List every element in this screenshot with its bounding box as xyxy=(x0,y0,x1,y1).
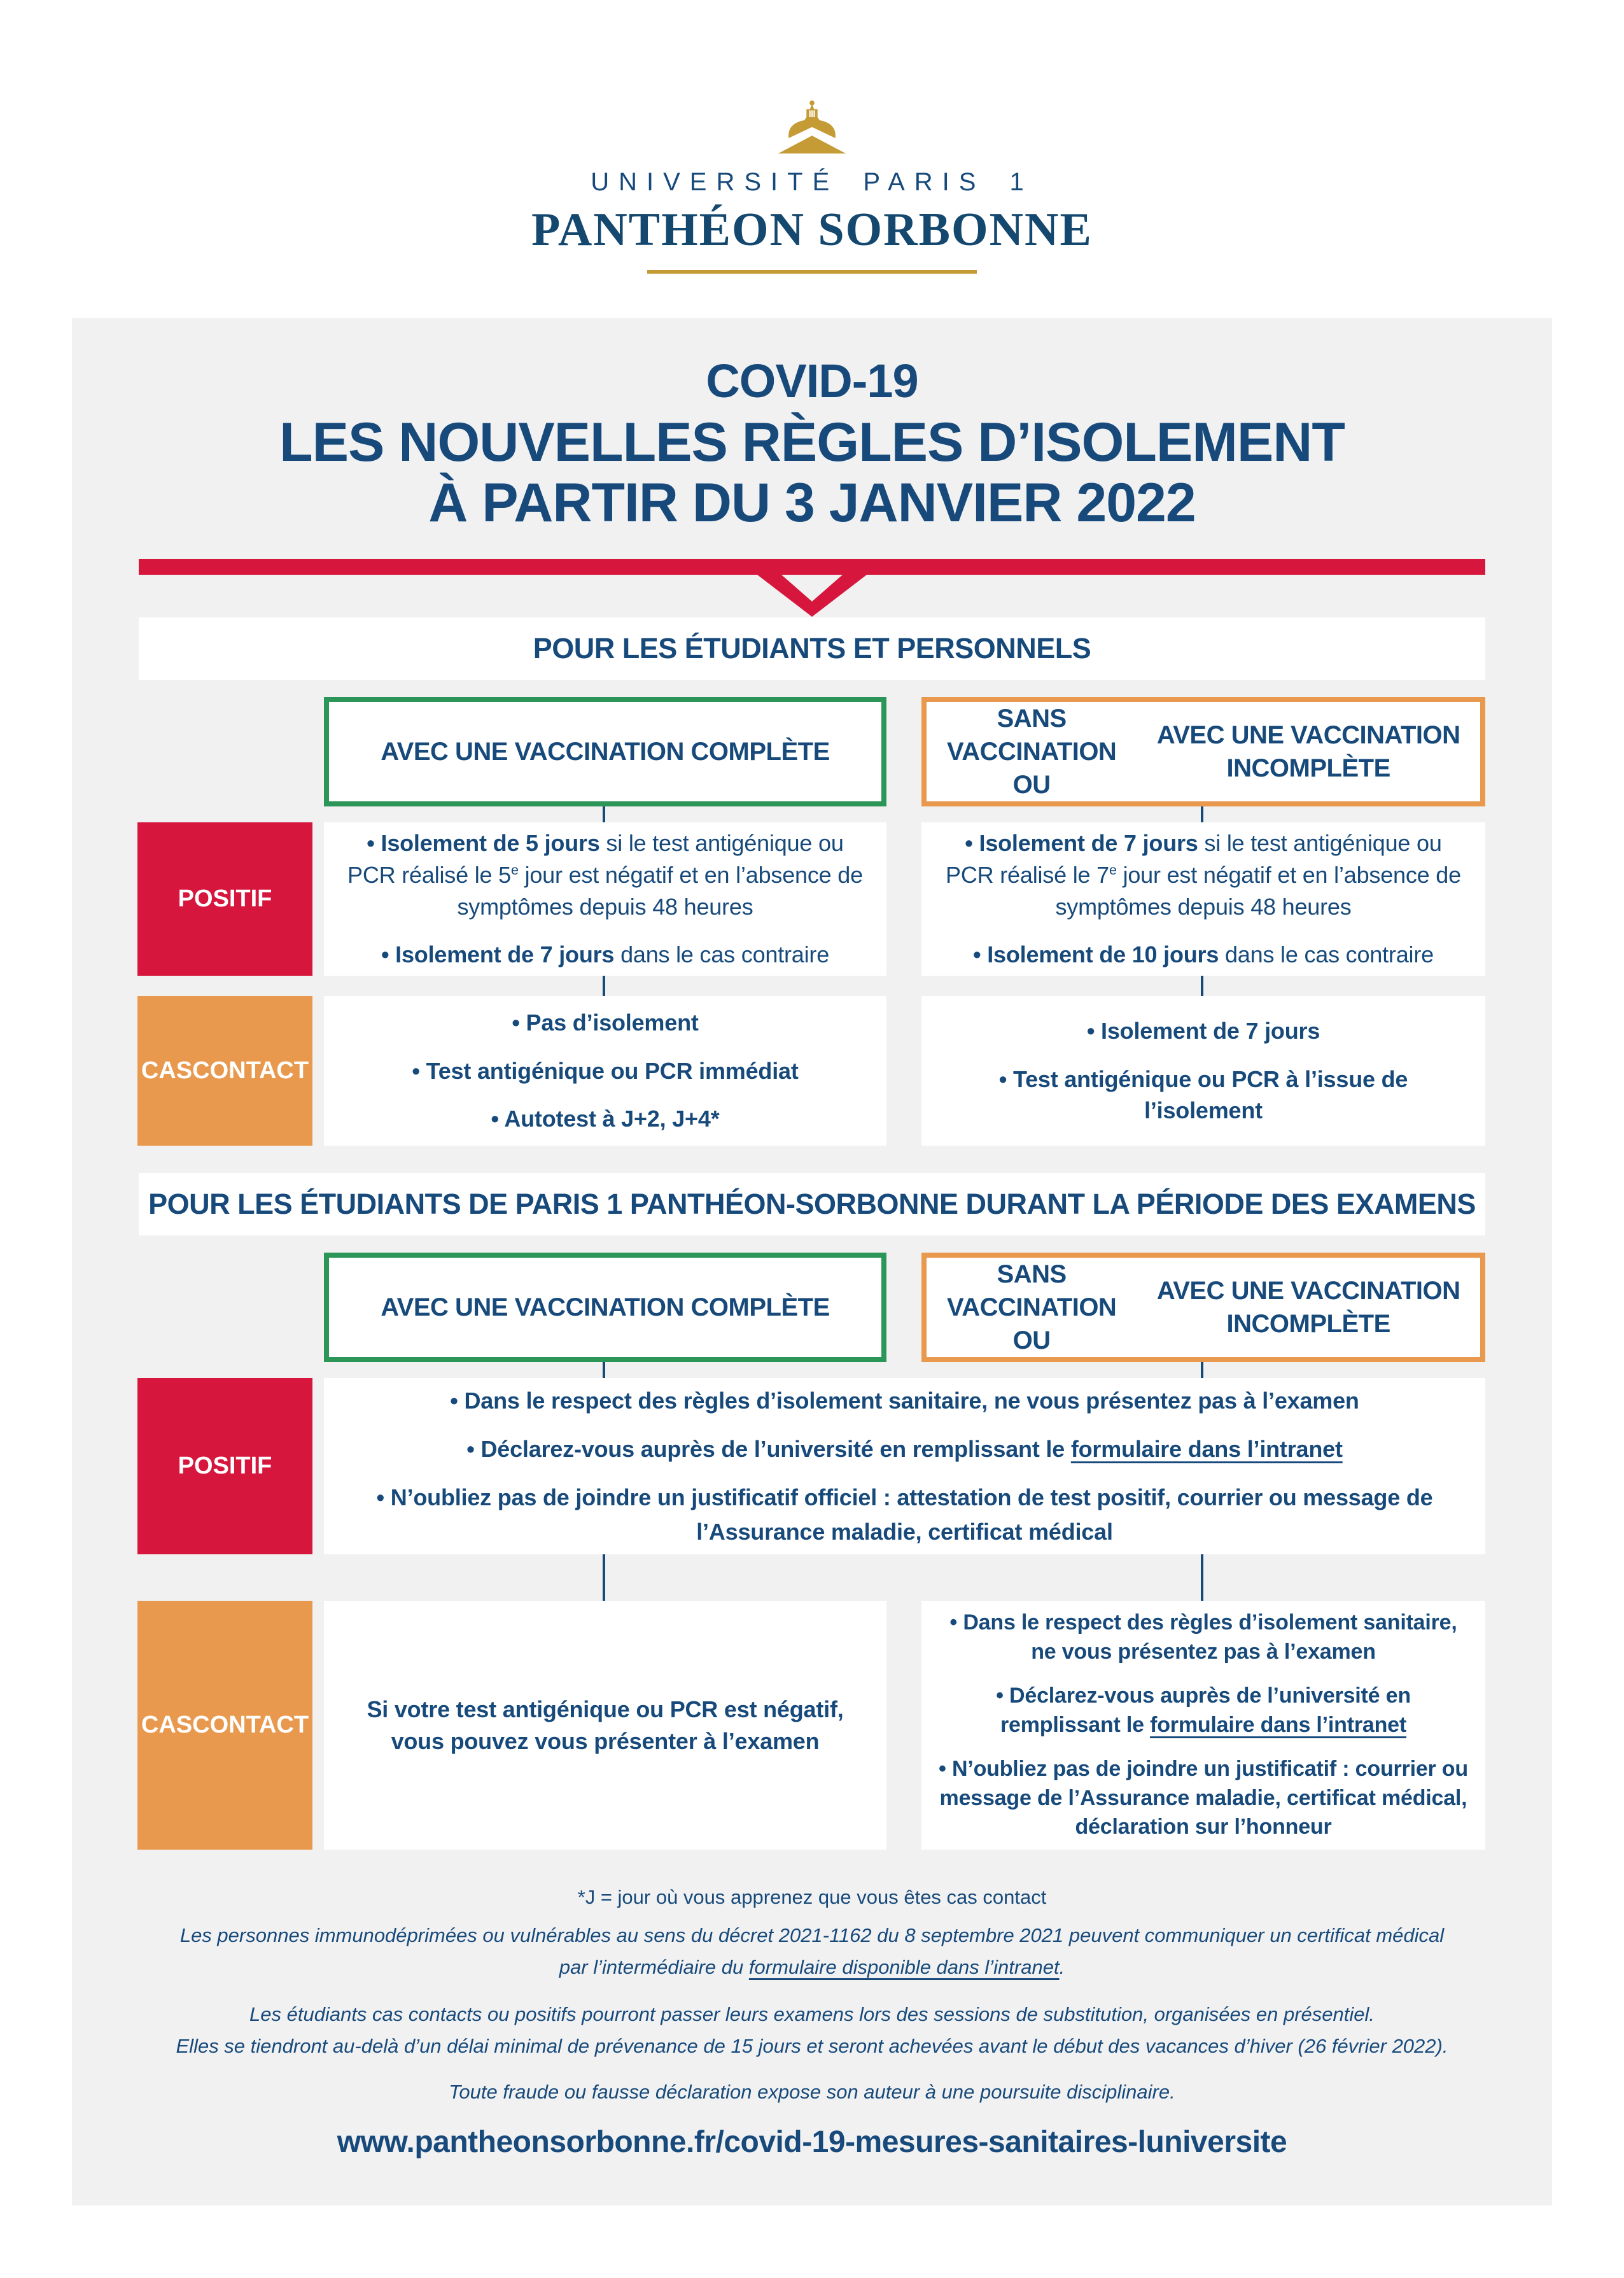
bullet-dot: • xyxy=(998,1065,1013,1092)
text-segment: Toute fraude ou fausse déclaration expose son auteur à une poursuite disciplinaire. xyxy=(449,2081,1175,2103)
bullet-item xyxy=(973,939,1434,971)
section1-title-band: POUR LES ÉTUDIANTS ET PERSONNELS xyxy=(139,617,1485,680)
text-segment: si le test antigénique ou PCR réalisé le 7 xyxy=(946,830,1442,888)
connector-line xyxy=(1201,806,1203,824)
main-title-line1: LES NOUVELLES RÈGLES D’ISOLEMENT xyxy=(279,412,1345,473)
row-label-positif-2 xyxy=(137,1378,312,1554)
text-segment: Isolement de 7 jours xyxy=(1101,1017,1320,1044)
text-line: AVEC UNE VACCINATION COMPLÈTE xyxy=(381,1293,830,1321)
text-segment: Isolement de 7 jours xyxy=(395,941,615,968)
text-segment: dans le cas contraire xyxy=(614,941,830,968)
bullet-item xyxy=(491,1103,719,1135)
intranet-form-available-link[interactable]: formulaire disponible dans l’intranet xyxy=(748,1956,1060,1979)
bullet-dot: • xyxy=(512,1009,526,1036)
connector-line xyxy=(603,1362,605,1379)
text-segment: Isolement de 7 jours xyxy=(979,830,1198,857)
red-divider xyxy=(139,559,1485,575)
text-segment: Autotest à J+2, J+4* xyxy=(504,1106,720,1132)
university-logo xyxy=(0,99,1624,274)
text-line: AVEC UNE VACCINATION INCOMPLÈTE xyxy=(1156,1277,1460,1338)
text-segment: . xyxy=(1059,1956,1065,1979)
footnote-sessions-substitution xyxy=(139,1999,1485,2062)
text-segment: Dans le respect des règles d’isolement sanitaire, ne vous présentez pas à l’examen xyxy=(464,1387,1359,1414)
bullet-dot: • xyxy=(1086,1017,1102,1044)
bullet-dot: • xyxy=(949,1610,963,1635)
bullet-dot: • xyxy=(973,941,988,968)
bullet-item xyxy=(1087,1015,1320,1047)
bullet-item xyxy=(466,1432,1342,1466)
section2-column-unvaccinated xyxy=(921,1253,1485,1362)
text-segment: e xyxy=(510,861,519,878)
connector-line xyxy=(603,976,605,997)
footer-url-link[interactable]: www.pantheonsorbonne.fr/covid-19-mesures-sanitaires-luniversite xyxy=(337,2125,1287,2159)
section2-title-band: POUR LES ÉTUDIANTS DE PARIS 1 PANTHÉON-SORBONNE DURANT LA PÉRIODE DES EXAMENS xyxy=(139,1173,1485,1235)
main-title xyxy=(139,412,1485,533)
bullet-dot: • xyxy=(450,1387,465,1414)
row-label-cas-contact-2 xyxy=(137,1601,312,1850)
text-segment: si le test antigénique ou PCR réalisé le 5 xyxy=(347,830,844,888)
cell-cas-contact-vaccinated xyxy=(324,996,886,1146)
bullet-dot: • xyxy=(466,1435,481,1462)
bullet-item xyxy=(935,1755,1471,1842)
bullet-item xyxy=(941,1064,1466,1127)
connector-line xyxy=(603,1554,605,1602)
logo-university-line: UNIVERSITÉ PARIS 1 xyxy=(591,168,1033,196)
text-segment: Si votre test antigénique ou PCR est négatif, vous pouvez vous présenter à l’examen xyxy=(367,1696,844,1754)
bullet-item xyxy=(512,1007,698,1039)
text-segment: e xyxy=(1109,861,1117,878)
text-line: SANS VACCINATION OU xyxy=(946,705,1117,799)
text-line: CONTACT xyxy=(192,1057,309,1084)
cell-positif-exams xyxy=(324,1378,1485,1554)
text-segment: Les personnes immunodéprimées ou vulnérables au sens du décret 2021-1162 du 8 septembre 2021 peuvent communiquer un certificat médical xyxy=(179,1924,1445,1946)
covid-kicker: COVID-19 xyxy=(706,355,918,407)
bullet-item xyxy=(935,1608,1471,1666)
text-segment: par l’intermédiaire du xyxy=(559,1956,749,1979)
text-segment: N’oubliez pas de joindre un justificatif officiel : attestation de test positif, courrier ou message de l’Assurance maladie, certificat médical xyxy=(390,1484,1433,1545)
text-segment: Les étudiants cas contacts ou positifs pourront passer leurs examens lors des sessions de substitution, organisées en présentiel. xyxy=(249,2003,1375,2025)
text-segment: dans le cas contraire xyxy=(1219,941,1434,968)
pantheon-dome-icon xyxy=(766,99,858,158)
text-segment: *J = jour où vous apprenez que vous êtes cas contact xyxy=(577,1886,1047,1908)
footnote-immunodeprimees xyxy=(139,1920,1485,1983)
footnote-fraude xyxy=(139,2076,1485,2108)
bullet-item xyxy=(343,1694,867,1757)
cell-positif-unvaccinated xyxy=(921,822,1485,976)
text-line: POSITIF xyxy=(178,1452,272,1479)
intranet-form-link-cas-contact[interactable]: formulaire dans l’intranet xyxy=(1150,1712,1406,1737)
cell-cas-contact-exams-unvaccinated xyxy=(921,1601,1485,1850)
bullet-dot: • xyxy=(376,1484,391,1510)
bullet-item xyxy=(381,939,829,971)
bullet-item xyxy=(935,1682,1471,1740)
section2-column-vaccinated xyxy=(324,1253,886,1362)
text-segment: Elles se tiendront au-delà d’un délai minimal de prévenance de 15 jours et seront achevées avant le début des vacances d’hiver (26 février 2022). xyxy=(176,2035,1448,2058)
bullet-item xyxy=(941,827,1466,922)
cell-cas-contact-exams-vaccinated xyxy=(324,1601,886,1850)
text-segment: Test antigénique ou PCR immédiat xyxy=(426,1057,799,1084)
text-line: AVEC UNE VACCINATION COMPLÈTE xyxy=(381,738,830,766)
bullet-dot: • xyxy=(939,1757,952,1782)
cell-cas-contact-unvaccinated xyxy=(921,996,1485,1146)
bullet-item xyxy=(450,1384,1359,1418)
bullet-item xyxy=(343,1480,1466,1549)
text-segment: Test antigénique ou PCR à l’issue de l’isolement xyxy=(1012,1065,1408,1124)
logo-name-line: PANTHÉON SORBONNE xyxy=(531,204,1093,256)
text-segment: Isolement de 5 jours xyxy=(381,830,600,857)
text-segment: jour est négatif et en l’absence de symptômes depuis 48 heures xyxy=(1055,861,1461,920)
footnote-j-definition xyxy=(139,1881,1485,1913)
connector-line xyxy=(1201,1362,1203,1379)
text-line: AVEC UNE VACCINATION INCOMPLÈTE xyxy=(1156,721,1460,782)
text-segment: Isolement de 10 jours xyxy=(987,941,1219,968)
text-line: CONTACT xyxy=(192,1711,309,1738)
section1-column-vaccinated xyxy=(324,697,886,806)
text-segment: jour est négatif et en l’absence de symptômes depuis 48 heures xyxy=(457,861,863,920)
intranet-form-link-positif[interactable]: formulaire dans l’intranet xyxy=(1070,1435,1343,1462)
cell-positif-vaccinated xyxy=(324,822,886,976)
connector-line xyxy=(1201,976,1203,997)
text-line: CAS xyxy=(141,1057,193,1084)
bullet-dot: • xyxy=(367,830,381,857)
text-segment: N’oubliez pas de joindre un justificatif : courrier ou message de l’Assurance maladie, certificat médical, déclaration sur l’honneur xyxy=(939,1757,1468,1839)
bullet-dot: • xyxy=(491,1106,505,1132)
bullet-item xyxy=(343,827,867,922)
text-segment: Déclarez-vous auprès de l’université en remplissant le xyxy=(1000,1684,1411,1737)
text-segment: Dans le respect des règles d’isolement sanitaire, ne vous présentez pas à l’examen xyxy=(963,1610,1457,1664)
bullet-item xyxy=(412,1055,798,1087)
logo-gold-rule xyxy=(647,270,977,274)
chevron-down-icon-inner xyxy=(781,575,843,601)
connector-line xyxy=(603,806,605,824)
text-line: CAS xyxy=(141,1711,193,1738)
row-label-positif-1 xyxy=(137,822,312,976)
text-segment: Pas d’isolement xyxy=(526,1009,699,1036)
bullet-dot: • xyxy=(381,941,396,968)
bullet-dot: • xyxy=(996,1684,1010,1708)
text-segment: Déclarez-vous auprès de l’université en remplissant le xyxy=(480,1435,1071,1462)
bullet-dot: • xyxy=(965,830,979,857)
section1-column-unvaccinated xyxy=(921,697,1485,806)
connector-line xyxy=(1201,1554,1203,1602)
text-line: POSITIF xyxy=(178,885,272,912)
row-label-cas-contact-1 xyxy=(137,996,312,1146)
main-title-line2: À PARTIR DU 3 JANVIER 2022 xyxy=(428,472,1196,533)
text-line: SANS VACCINATION OU xyxy=(946,1260,1117,1354)
bullet-dot: • xyxy=(412,1057,426,1084)
